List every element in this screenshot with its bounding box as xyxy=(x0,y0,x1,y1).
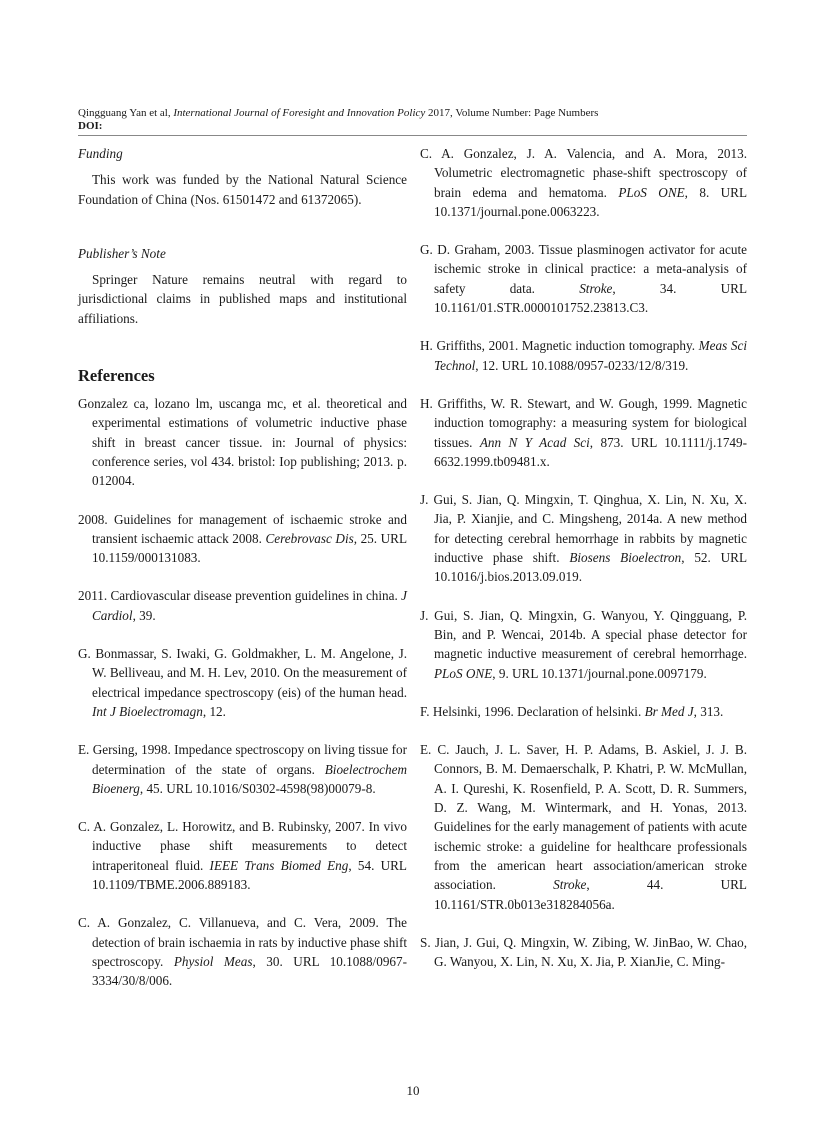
header-authors: Qingguang Yan et al, xyxy=(78,107,174,119)
reference-text: G. Bonmassar, S. Iwaki, G. Goldmakher, L. M. Angelone, J. W. Belliveau, and M. H. Lev, 2010. On the measurement of electrical impedance spectroscopy (eis) of the human head. xyxy=(78,646,407,700)
reference-journal: Bioelectrochem Bioenerg xyxy=(92,761,407,796)
reference-text: E. C. Jauch, J. L. Saver, H. P. Adams, B. Askiel, J. J. B. Connors, B. M. Demaerschalk, P. Khatri, P. W. McMullan, A. I. Qureshi, K. Rosenfield, P. A. Scott, D. R. Summers, D. Z. Wang, M. Wintermark, and H. Yonas, 2013. Guidelines for the early management of patients with acute ischemic stroke: a guideline for healthcare professionals from the american heart association/american stroke association. xyxy=(420,742,747,893)
reference-details: , 54. URL 10.1109/TBME.2006.889183. xyxy=(92,857,407,893)
reference-text: C. A. Gonzalez, L. Horowitz, and B. Rubinsky, 2007. In vivo inductive phase shift measurements to detect intraperitoneal fluid. xyxy=(78,819,407,873)
reference-item xyxy=(420,933,747,972)
reference-journal: Biosens Bioelectron xyxy=(569,550,682,566)
reference-item xyxy=(78,740,407,798)
references-list-right xyxy=(420,144,747,971)
funding-heading: Funding xyxy=(78,146,123,161)
reference-item xyxy=(420,394,747,471)
reference-item xyxy=(420,336,747,375)
reference-text: S. Jian, J. Gui, Q. Mingxin, W. Zibing, W. JinBao, W. Chao, G. Wanyou, X. Lin, N. Xu, X. Jia, P. XianJie, C. Ming- xyxy=(420,934,747,970)
reference-journal: Meas Sci Technol xyxy=(434,338,747,373)
reference-item xyxy=(78,644,407,721)
reference-journal: IEEE Trans Biomed Eng xyxy=(209,857,349,873)
reference-details: , 52. URL 10.1016/j.bios.2013.09.019. xyxy=(434,550,748,585)
reference-details: , 313. xyxy=(693,703,724,719)
reference-text: 2011. Cardiovascular disease prevention guidelines in china. xyxy=(78,588,402,604)
reference-journal: Cerebrovasc Dis xyxy=(265,530,354,546)
reference-item xyxy=(78,586,407,625)
reference-details: , 44. URL 10.1161/STR.0b013e318284056a. xyxy=(434,877,747,912)
reference-details: , 25. URL 10.1159/000131083. xyxy=(92,530,407,566)
references-heading: References xyxy=(78,366,155,386)
reference-details: , 12. URL 10.1088/0957-0233/12/8/319. xyxy=(475,357,689,373)
reference-details: , 30. URL 10.1088/0967-3334/30/8/006. xyxy=(92,953,407,989)
reference-details: , 45. URL 10.1016/S0302-4598(98)00079-8. xyxy=(139,780,376,796)
reference-journal: Ann N Y Acad Sci xyxy=(479,434,590,450)
reference-text: G. D. Graham, 2003. Tissue plasminogen activator for acute ischemic stroke in clinical practice: a meta-analysis of safety data. xyxy=(420,242,747,296)
reference-item xyxy=(78,913,407,990)
reference-journal: PLoS ONE xyxy=(618,184,685,200)
publisher-note-heading: Publisher’s Note xyxy=(78,245,166,261)
reference-journal: Stroke xyxy=(579,280,613,296)
reference-journal: Int J Bioelectromagn xyxy=(92,703,203,719)
references-list-left xyxy=(78,394,407,990)
right-column xyxy=(420,144,747,990)
left-column xyxy=(78,144,407,1010)
reference-item xyxy=(420,702,747,721)
reference-text: H. Griffiths, 2001. Magnetic induction tomography. xyxy=(420,338,699,354)
reference-text: 2008. Guidelines for management of ischaemic stroke and transient ischaemic attack 2008. xyxy=(78,511,407,546)
reference-text: C. A. Gonzalez, C. Villanueva, and C. Vera, 2009. The detection of brain ischaemia in rats by inductive phase shift spectroscopy. xyxy=(78,915,407,969)
reference-details: , 8. URL 10.1371/journal.pone.0063223. xyxy=(434,184,748,219)
reference-item xyxy=(78,817,407,894)
publisher-note-text: Springer Nature remains neutral with regard to jurisdictional claims in published maps and institutional affiliations. xyxy=(78,272,407,326)
reference-text: J. Gui, S. Jian, Q. Mingxin, T. Qinghua, X. Lin, N. Xu, X. Jia, P. Xianjie, and C. Mingsheng, 2014a. A new method for detecting cerebral hemorrhage in rabbits by magnetic inductive phase shift. xyxy=(420,492,747,566)
reference-details: , 9. URL 10.1371/journal.pone.0097179. xyxy=(492,665,707,681)
running-header xyxy=(78,107,747,133)
reference-details: , 39. xyxy=(132,607,156,623)
reference-item xyxy=(420,490,747,586)
reference-journal: J Cardiol xyxy=(92,588,407,623)
reference-journal: PLoS ONE xyxy=(434,665,493,681)
reference-journal: Stroke xyxy=(553,877,587,893)
reference-item xyxy=(78,394,407,490)
reference-details: , 34. URL 10.1161/01.STR.0000101752.23813.C3. xyxy=(434,280,748,316)
reference-details: , 12. xyxy=(202,703,226,719)
reference-text: H. Griffiths, W. R. Stewart, and W. Gough, 1999. Magnetic induction tomography: a measuring system for biological tissues. xyxy=(420,395,747,450)
reference-item xyxy=(420,144,747,221)
header-divider xyxy=(78,135,747,136)
page-number: 10 xyxy=(406,1083,420,1098)
reference-text: J. Gui, S. Jian, Q. Mingxin, G. Wanyou, Y. Qingguang, P. Bin, and P. Wencai, 2014b. A special phase detector for magnetic inductive measurement of cerebral hemorrhage. xyxy=(420,607,747,662)
reference-text: Gonzalez ca, lozano lm, uscanga mc, et al. theoretical and experimental estimations of volumetric inductive phase shift in breast cancer tissue. in: Journal of physics: conference series, vol 434. bristol: Iop publishing; 2013. p. 012004. xyxy=(78,396,407,489)
reference-item xyxy=(78,510,407,568)
reference-text: C. A. Gonzalez, J. A. Valencia, and A. Mora, 2013. Volumetric electromagnetic phase-shift spectroscopy of brain edema and hematoma. xyxy=(420,146,747,200)
header-doi: DOI: xyxy=(78,120,103,132)
reference-item xyxy=(420,606,747,683)
reference-journal: Physiol Meas xyxy=(173,953,253,969)
header-volume: 2017, Volume Number: Page Numbers xyxy=(425,107,599,119)
reference-text: E. Gersing, 1998. Impedance spectroscopy on living tissue for determination of the state of organs. xyxy=(78,742,407,777)
reference-text: F. Helsinki, 1996. Declaration of helsinki. xyxy=(420,703,645,719)
header-citation xyxy=(78,107,747,120)
reference-journal: Br Med J xyxy=(644,703,694,719)
reference-details: , 873. URL 10.1111/j.1749-6632.1999.tb09481.x. xyxy=(434,434,748,469)
reference-item xyxy=(420,240,747,317)
reference-item xyxy=(420,740,747,914)
funding-text: This work was funded by the National Natural Science Foundation of China (Nos. 61501472 and 61372065). xyxy=(78,172,407,207)
header-journal: International Journal of Foresight and Innovation Policy xyxy=(173,107,426,119)
